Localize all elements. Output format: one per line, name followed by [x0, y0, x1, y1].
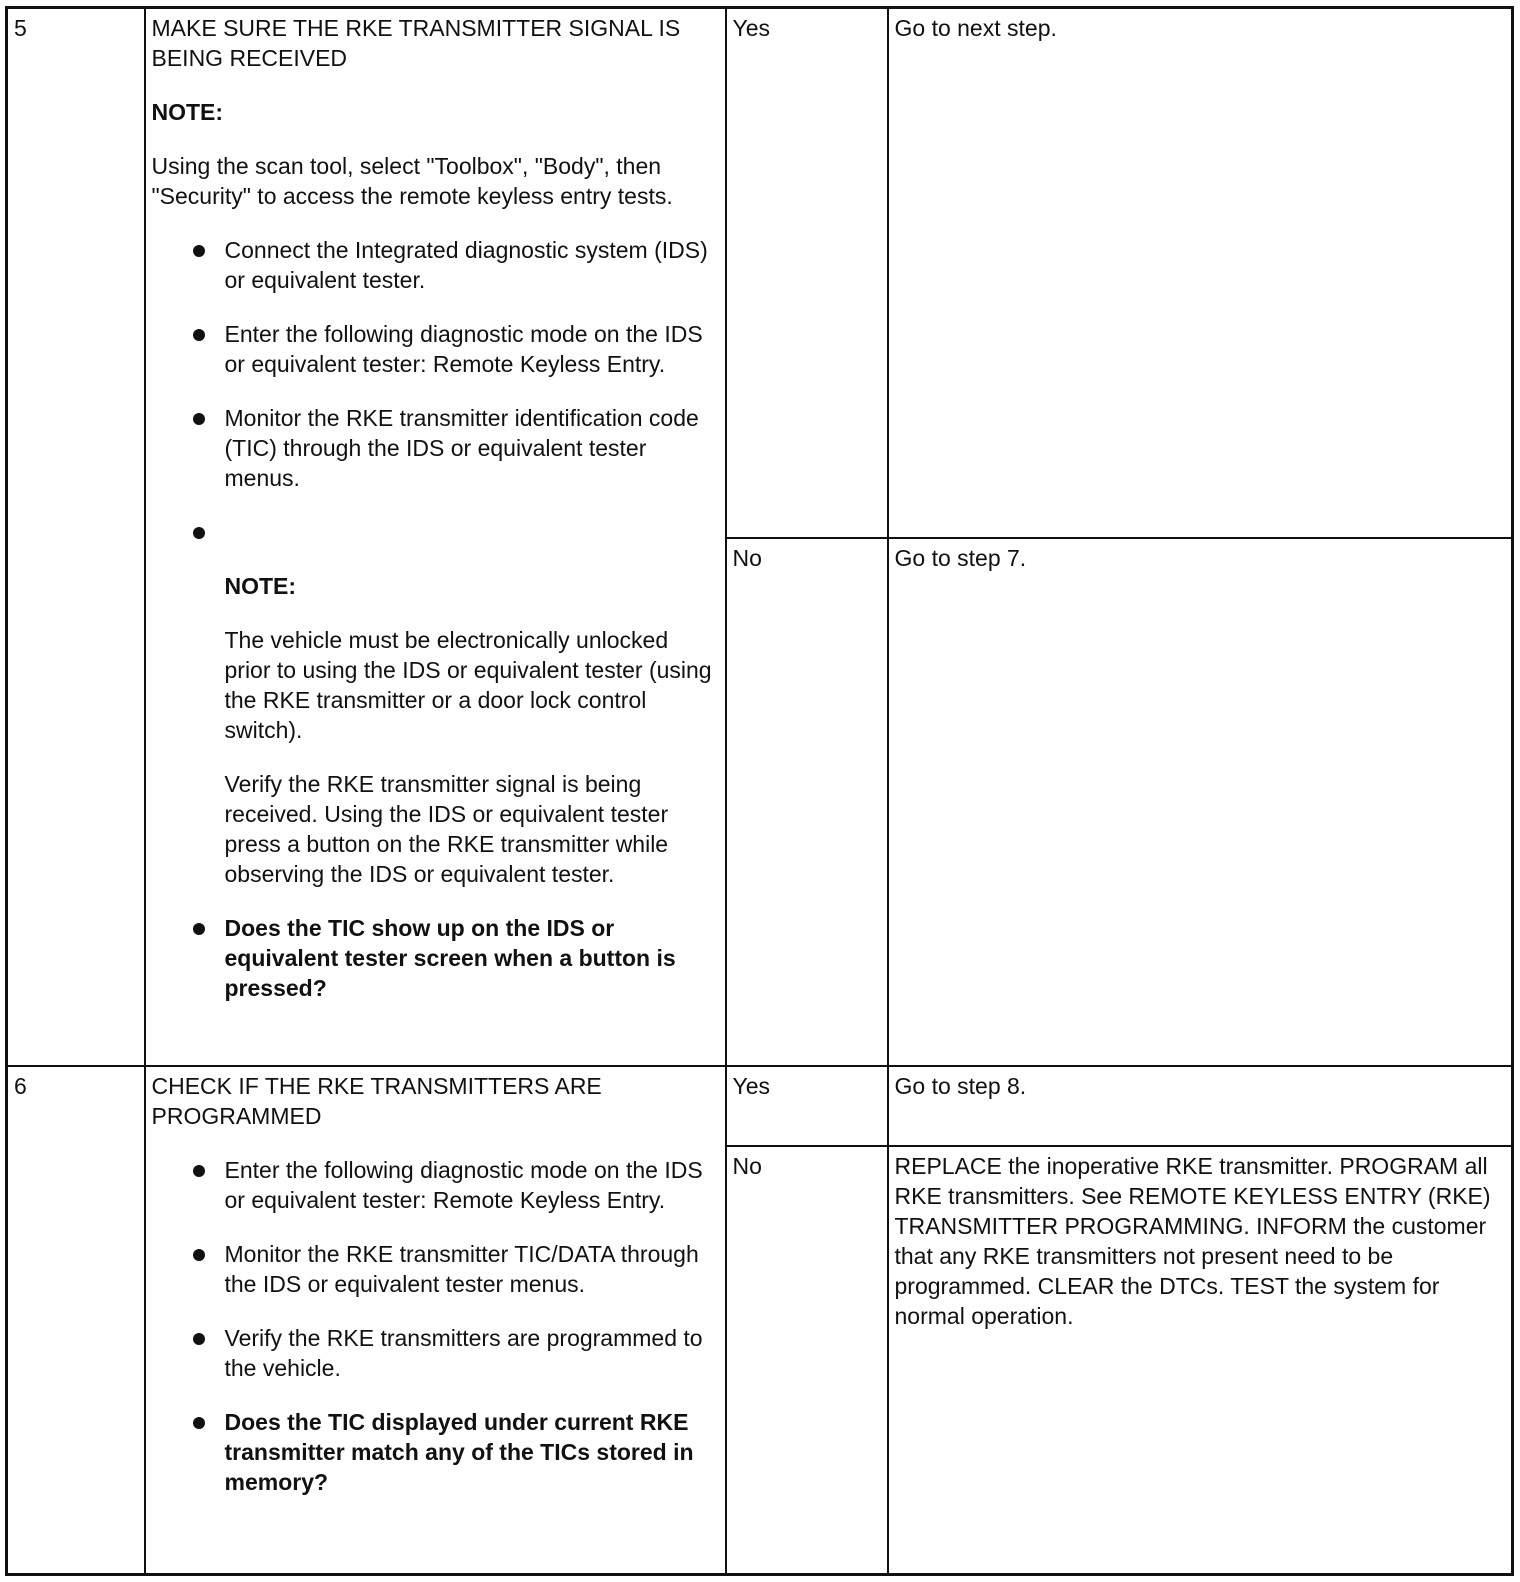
list-item-text: Enter the following diagnostic mode on the IDS or equivalent tester: Remote Keyless Entry. [224, 1156, 703, 1213]
list-item [225, 403, 719, 493]
list-item-nested-note [225, 517, 719, 889]
bullet-icon [193, 527, 205, 539]
bullet-icon [193, 413, 205, 425]
step-title: MAKE SURE THE RKE TRANSMITTER SIGNAL IS BEING RECEIVED [151, 15, 681, 71]
action-yes: Go to step 8. [888, 1066, 1513, 1146]
step-6-yes-row [7, 1066, 1513, 1146]
list-item-text: Connect the Integrated diagnostic system (IDS) or equivalent tester. [224, 237, 708, 293]
bullet-icon [193, 923, 205, 935]
list-item [225, 1239, 719, 1299]
bullet-icon [193, 245, 205, 257]
answer-yes: Yes [726, 8, 888, 538]
action-yes: Go to next step. [888, 8, 1513, 538]
action-no: Go to step 7. [888, 538, 1513, 1066]
list-item-text: Monitor the RKE transmitter TIC/DATA through the IDS or equivalent tester menus. [224, 1240, 699, 1297]
verify-text: Verify the RKE transmitter signal is being received. Using the IDS or equivalent tester press a button on the RKE transmitter while observing the IDS or equivalent tester. [224, 771, 669, 887]
note-label: NOTE: [224, 573, 297, 599]
answer-yes: Yes [726, 1066, 888, 1146]
list-item [225, 1155, 719, 1215]
step-5-test-cell [145, 8, 726, 1066]
note-label: NOTE: [151, 99, 224, 125]
bullet-icon [193, 1333, 205, 1345]
question-text: Does the TIC displayed under current RKE transmitter match any of the TICs stored in memory? [224, 1408, 694, 1495]
list-item-text: Enter the following diagnostic mode on the IDS or equivalent tester: Remote Keyless Entry. [224, 321, 703, 377]
bullet-icon [193, 1417, 205, 1429]
step-number: 6 [7, 1066, 145, 1575]
list-item-text: Verify the RKE transmitters are programmed to the vehicle. [224, 1324, 703, 1381]
note-text: The vehicle must be electronically unlocked prior to using the IDS or equivalent tester (using the RKE transmitter or a door lock control switch). [224, 627, 712, 743]
step-5-bullet-list [152, 235, 719, 1003]
list-item [225, 235, 719, 295]
bullet-icon [193, 329, 205, 341]
step-6-bullet-list [152, 1155, 719, 1497]
bullet-icon [193, 1249, 205, 1261]
list-item-question [225, 913, 719, 1003]
list-item-question [225, 1407, 719, 1497]
step-6-test-cell [145, 1066, 726, 1575]
list-item [225, 319, 719, 379]
list-item [225, 1323, 719, 1383]
diagnostic-table [5, 6, 1514, 1576]
action-no: REPLACE the inoperative RKE transmitter. PROGRAM all RKE transmitters. See REMOTE KEYLESS ENTRY (RKE) TRANSMITTER PROGRAMMING. INFORM the customer that any RKE transmitters not present need to be programmed. CLEAR the DTCs. TEST the system for normal operation. [888, 1146, 1513, 1575]
step-5-yes-row [7, 8, 1513, 538]
note-text: Using the scan tool, select "Toolbox", "Body", then "Security" to access the remote keyless entry tests. [151, 153, 673, 209]
bullet-icon [193, 1165, 205, 1177]
list-item-text: Monitor the RKE transmitter identification code (TIC) through the IDS or equivalent tester menus. [224, 405, 699, 491]
step-title: CHECK IF THE RKE TRANSMITTERS ARE PROGRAMMED [151, 1072, 602, 1129]
answer-no: No [726, 1146, 888, 1575]
step-number: 5 [7, 8, 145, 1066]
question-text: Does the TIC show up on the IDS or equivalent tester screen when a button is pressed? [224, 915, 676, 1001]
answer-no: No [726, 538, 888, 1066]
